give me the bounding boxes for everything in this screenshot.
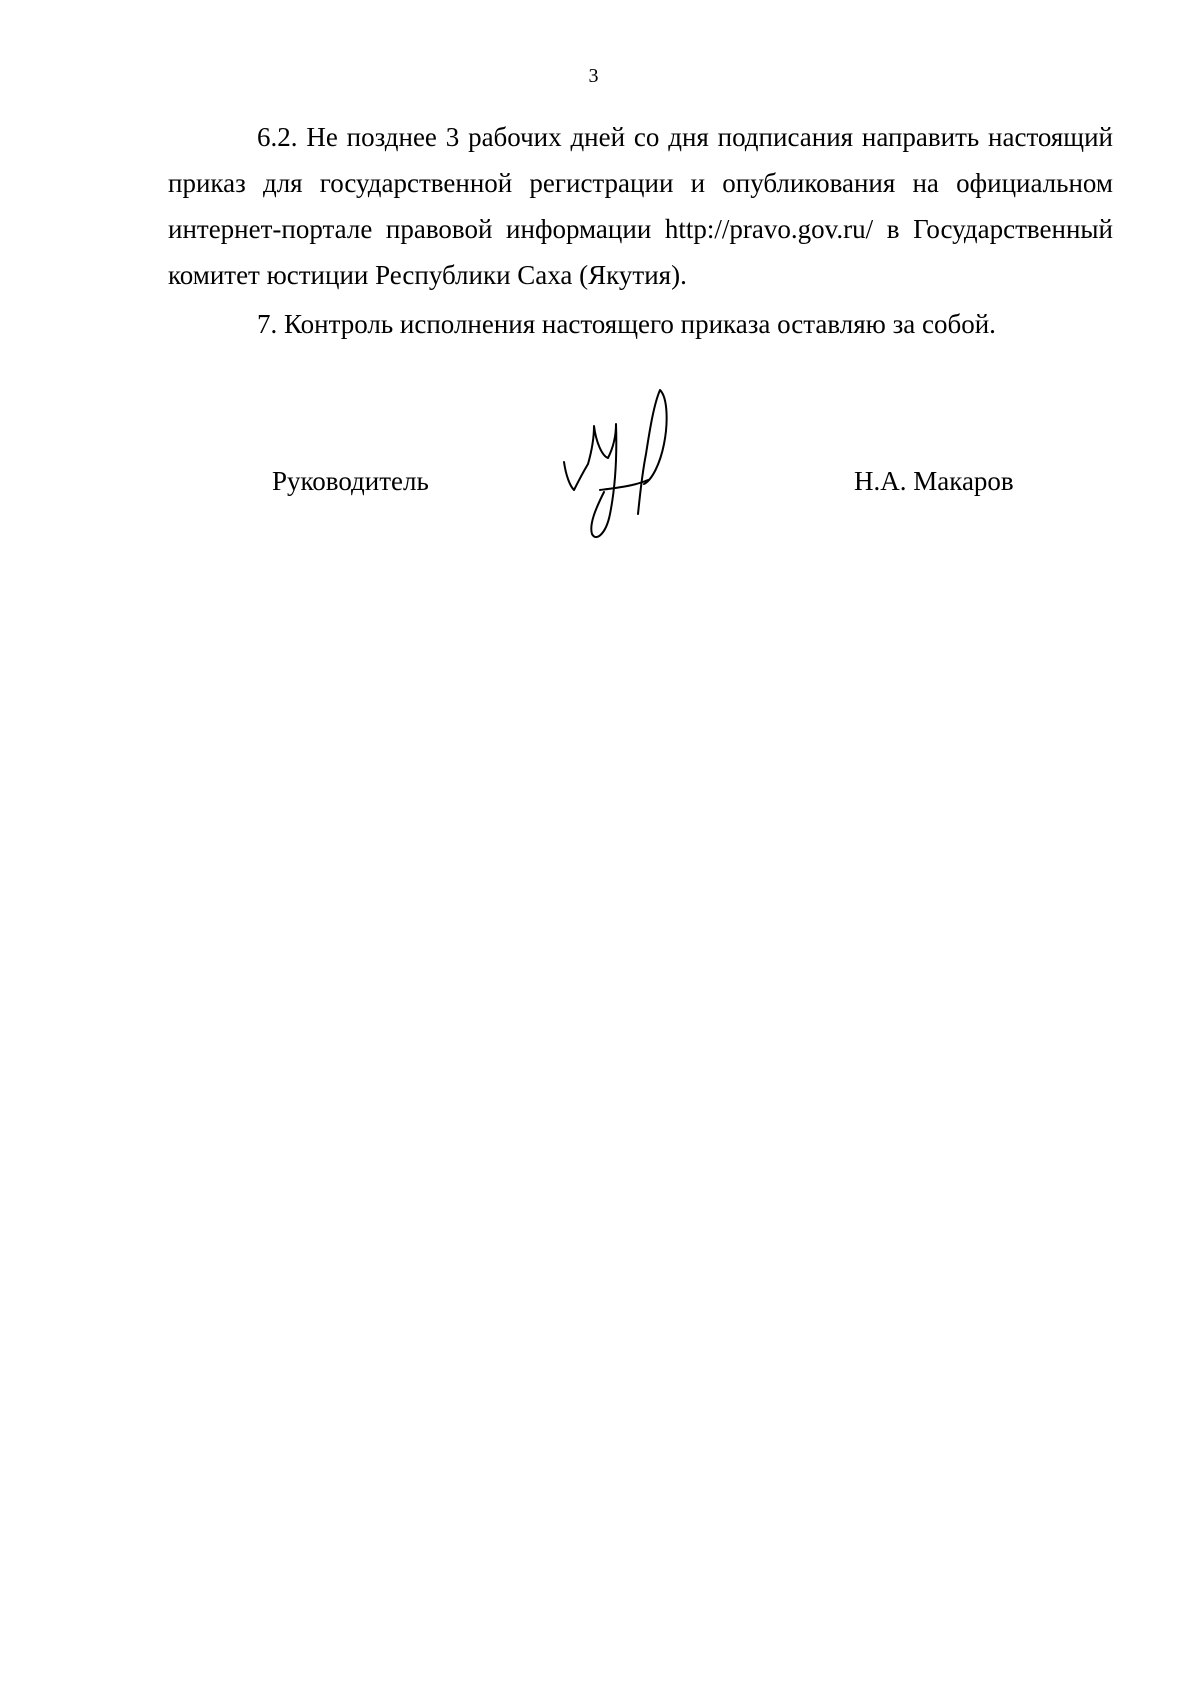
paragraph-item-7: 7. Контроль исполнения настоящего приказа оставляю за собой. xyxy=(257,309,996,339)
handwritten-signature xyxy=(556,384,686,554)
paragraph-item-6-2: 6.2. Не позднее 3 рабочих дней со дня подписания направить настоящий приказ для государственной регистрации и опубликования на официальном интернет-портале правовой информации http://pravo.gov.ru/ в Государственный комитет юстиции Республики Саха (Якутия). xyxy=(168,122,1113,290)
signature-block xyxy=(0,384,1200,564)
page-number: 3 xyxy=(588,65,599,87)
signer-name: Н.А. Макаров xyxy=(854,466,1014,496)
signer-title: Руководитель xyxy=(272,466,429,496)
document-body xyxy=(168,114,1113,347)
